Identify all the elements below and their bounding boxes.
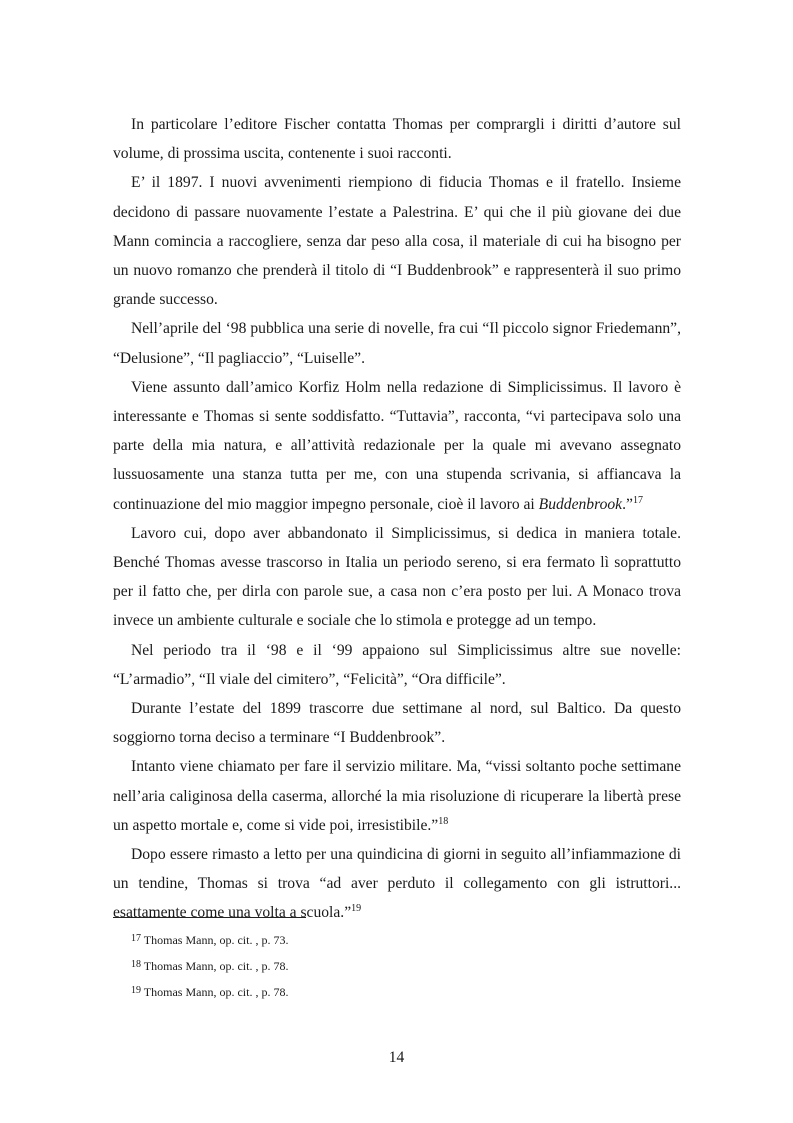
paragraph [113, 694, 681, 752]
paragraph-text: Lavoro cui, dopo aver abbandonato il Simplicissimus, si dedica in maniera totale. Benché Thomas avesse trascorso in Italia un periodo sereno, si era fermato lì soprattutto per il fatto che, per dirla con parole sue, a casa non c’era posto per lui. A Monaco trova invece un ambiente culturale e sociale che lo stimola e protegge ad un tempo. [113, 524, 681, 630]
paragraph [113, 168, 681, 314]
body-text [113, 110, 681, 928]
footnote-ref-19[interactable]: 19 [351, 903, 362, 915]
footnote-ref-17[interactable]: 17 [632, 494, 643, 506]
paragraph [113, 373, 681, 519]
footnote-text: Thomas Mann, op. cit. , p. 78. [143, 985, 289, 999]
footnote-number: 17 [131, 933, 141, 944]
paragraph-text: E’ il 1897. I nuovi avvenimenti riempiono di fiducia Thomas e il fratello. Insieme decidono di passare nuovamente l’estate a Palestrina. E’ qui che il più giovane dei due Mann comincia a raccogliere, senza dar peso alla cosa, il materiale di cui ha bisogno per un nuovo romanzo che prenderà il titolo di “I Buddenbrook” e rappresenterà il suo primo grande successo. [113, 174, 681, 309]
footnote-divider [113, 917, 306, 918]
paragraph [113, 110, 681, 168]
footnote-number: 19 [131, 985, 141, 996]
book-title-italic: Buddenbrook [538, 495, 623, 513]
footnote-number: 18 [131, 959, 141, 970]
paragraph-text: Nel periodo tra il ‘98 e il ‘99 appaiono sul Simplicissimus altre sue novelle: “L’armadio”, “Il viale del cimitero”, “Felicità”, “Ora difficile”. [113, 641, 681, 688]
footnote-text: Thomas Mann, op. cit. , p. 73. [143, 933, 289, 947]
paragraph [113, 752, 681, 840]
paragraph-text: Dopo essere rimasto a letto per una quindicina di giorni in seguito all’infiammazione di un tendine, Thomas si trova “ad aver perduto il collegamento con gli istruttori... esattamente come una volta a scuola.” [113, 846, 681, 922]
footnote-19 [131, 986, 288, 1012]
paragraph [113, 519, 681, 636]
paragraph-text: .” [622, 495, 633, 513]
footnote-17 [131, 934, 288, 960]
paragraph-text: Viene assunto dall’amico Korfiz Holm nella redazione di Simplicissimus. Il lavoro è interessante e Thomas si sente soddisfatto. “Tuttavia”, racconta, “vi partecipava solo una parte della mia natura, e all’attività redazionale per la quale mi avevano assegnato lussuosamente una stanza tutta per me, con una stupenda scrivania, si affiancava la continuazione del mio maggior impegno personale, cioè il lavoro ai [113, 378, 681, 513]
footnote-text: Thomas Mann, op. cit. , p. 78. [143, 959, 289, 973]
paragraph [113, 314, 681, 372]
footnote-ref-18[interactable]: 18 [438, 815, 449, 827]
footnotes [131, 934, 288, 1012]
paragraph-text: Intanto viene chiamato per fare il servizio militare. Ma, “vissi soltanto poche settimane nell’aria caliginosa della caserma, allorché la mia risoluzione di ricuperare la libertà prese un aspetto mortale e, come si vide poi, irresistibile.” [113, 758, 681, 834]
page-number: 14 [388, 1049, 405, 1066]
paragraph-text: Nell’aprile del ‘98 pubblica una serie di novelle, fra cui “Il piccolo signor Friedemann”, “Delusione”, “Il pagliaccio”, “Luiselle”. [113, 320, 681, 367]
paragraph [113, 636, 681, 694]
paragraph-text: In particolare l’editore Fischer contatta Thomas per comprargli i diritti d’autore sul volume, di prossima uscita, contenente i suoi racconti. [113, 116, 681, 163]
paragraph-text: Durante l’estate del 1899 trascorre due settimane al nord, sul Baltico. Da questo soggiorno torna deciso a terminare “I Buddenbrook”. [113, 700, 681, 747]
footnote-18 [131, 960, 288, 986]
paragraph [113, 840, 681, 928]
